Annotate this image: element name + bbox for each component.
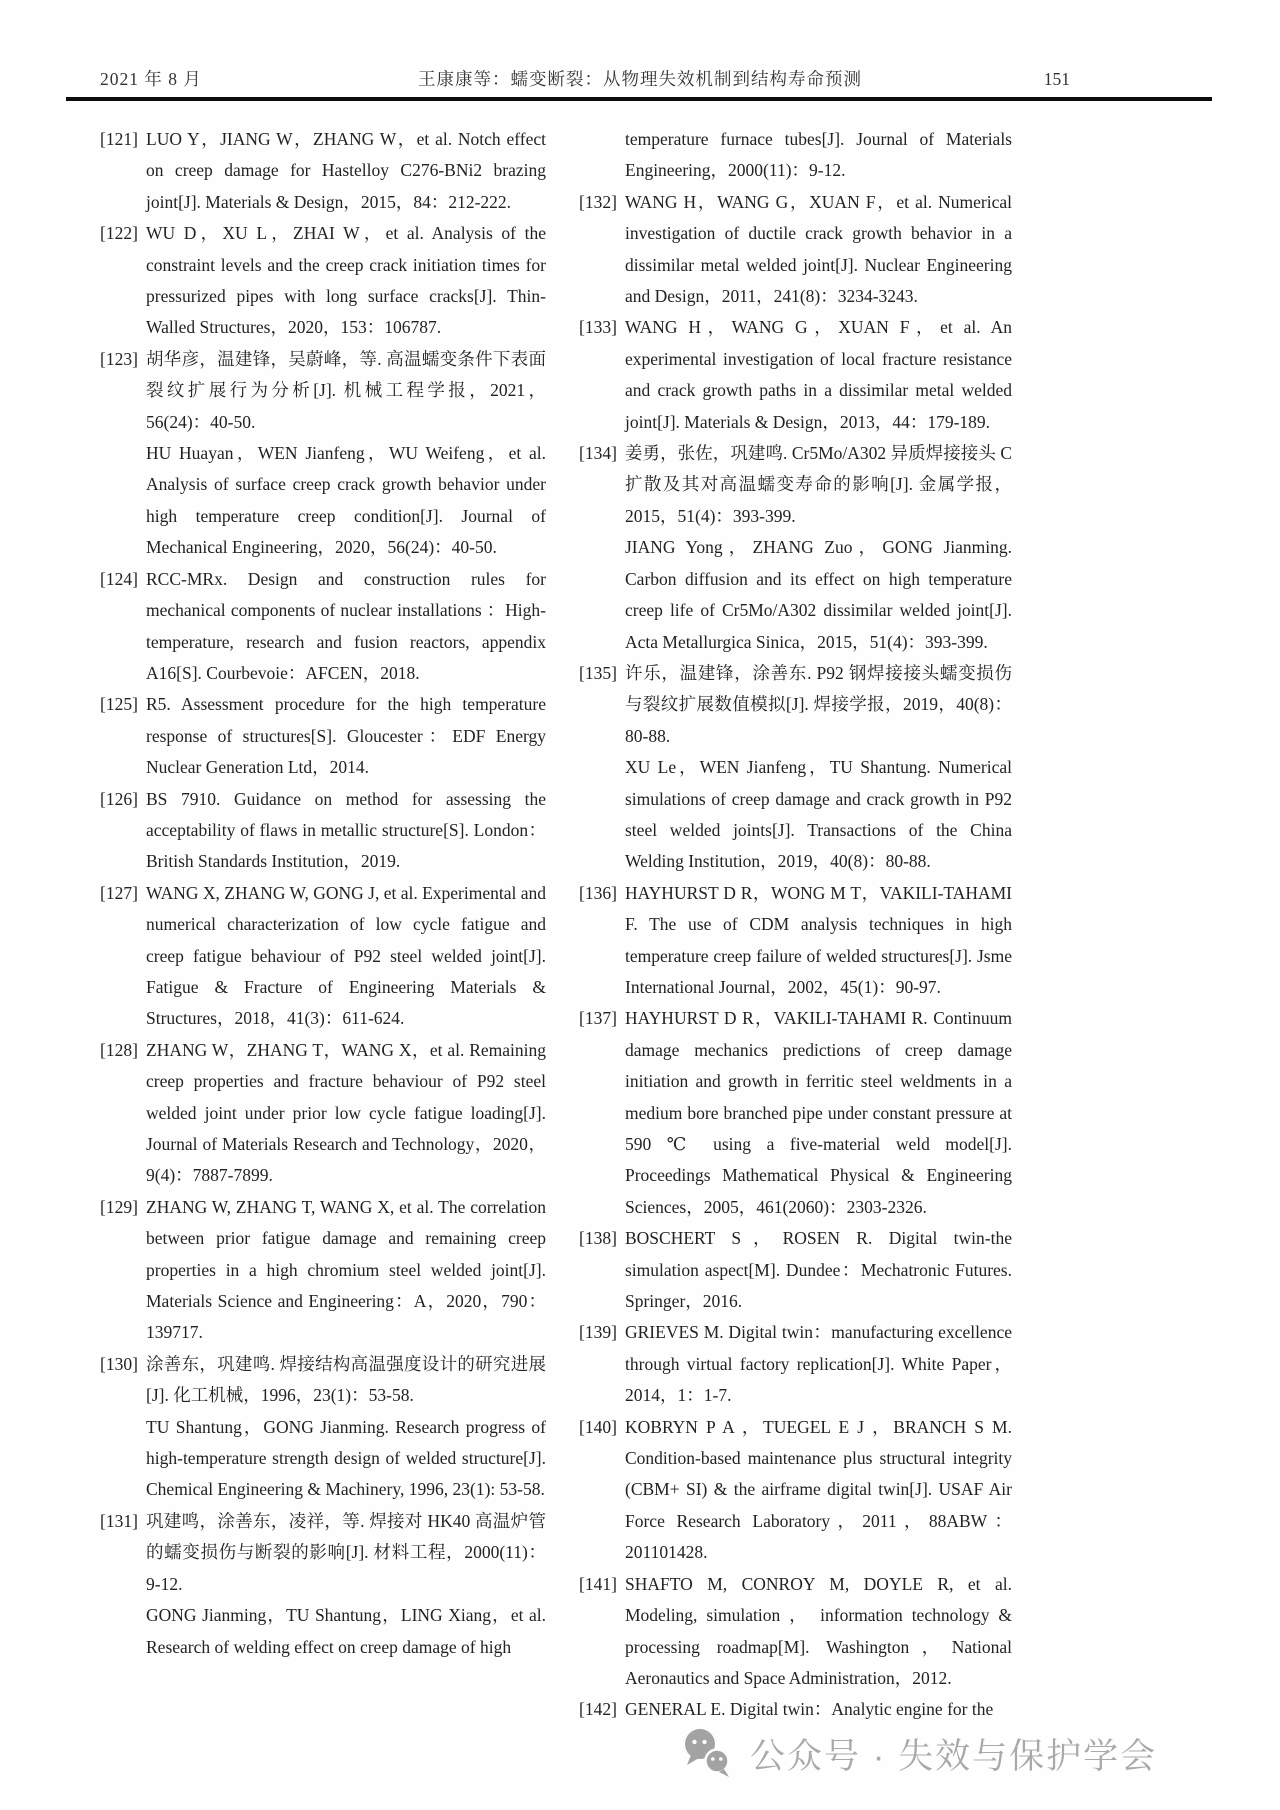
reference-text <box>146 218 546 344</box>
reference-paragraph: HAYHURST D R，WONG M T，VAKILI-TAHAMI F. The use of CDM analysis techniques in high temperature creep failure of welded structures[J]. Jsme International Journal，2002，45(1)：90-97. <box>625 882 1012 997</box>
reference-paragraph: SHAFTO M, CONROY M, DOYLE R, et al. Modeling, simulation ， information technology & processing roadmap[M]. Washington，National Aeronautics and Space Administration，2012. <box>625 1573 1012 1688</box>
reference-item <box>100 344 546 564</box>
reference-paragraph: BOSCHERT S，ROSEN R. Digital twin-the simulation aspect[M]. Dundee：Mechatronic Futures. Springer，2016. <box>625 1228 1012 1312</box>
reference-text <box>625 1412 1012 1569</box>
reference-number: [125] <box>100 694 138 715</box>
reference-item <box>100 124 546 218</box>
reference-number: [129] <box>100 1196 138 1217</box>
reference-item <box>579 187 1012 313</box>
reference-paragraph: 姜勇，张佐，巩建鸣. Cr5Mo/A302 异质焊接接头 C 扩散及其对高温蠕变寿命的影响[J]. 金属学报，2015，51(4)：393-399. <box>625 443 1012 526</box>
reference-item <box>579 1317 1012 1411</box>
reference-text <box>146 784 546 878</box>
reference-text <box>146 1506 546 1663</box>
reference-text <box>625 124 1012 187</box>
reference-number: [135] <box>579 662 617 683</box>
reference-number: [138] <box>579 1228 617 1249</box>
reference-item <box>100 564 546 690</box>
reference-paragraph: HAYHURST D R，VAKILI-TAHAMI R. Continuum damage mechanics predictions of creep damage initiation and growth in ferritic steel weldments in a medium bore branched pipe under constant pressure at 590 ℃ using a five-material weld model[J]. Proceedings Mathematical Physical & Engineering Sciences，2005，461(2060)：2303-2326. <box>625 1008 1012 1217</box>
reference-paragraph: BS 7910. Guidance on method for assessing the acceptability of flaws in metallic structure[S]. London：British Standards Institution，2019. <box>146 788 546 872</box>
reference-paragraph: WANG H，WANG G，XUAN F，et al. Numerical investigation of ductile crack growth behavior in a dissimilar metal welded joint[J]. Nuclear Engineering and Design，2011，241(8)：3234-3243. <box>625 191 1012 307</box>
watermark <box>680 1726 1157 1782</box>
reference-number: [141] <box>579 1573 617 1594</box>
reference-item <box>100 1349 546 1506</box>
reference-paragraph: RCC-MRx. Design and construction rules for mechanical components of nuclear installations ：High-temperature, research and fusion reactors, appendix A16[S]. Courbevoie：AFCEN，2018. <box>146 568 546 683</box>
reference-item <box>579 1412 1012 1569</box>
reference-item <box>100 784 546 878</box>
reference-paragraph: WU D，XU L，ZHAI W，et al. Analysis of the constraint levels and the creep crack initiation times for pressurized pipes with long surface cracks[J]. Thin-Walled Structures，2020，153：106787. <box>146 223 546 338</box>
reference-text <box>625 878 1012 1004</box>
reference-paragraph: GONG Jianming，TU Shantung，LING Xiang，et al. Research of welding effect on creep damage of high <box>146 1605 546 1657</box>
reference-number: [130] <box>100 1353 138 1374</box>
page-number: 151 <box>1043 69 1070 89</box>
reference-item <box>100 1506 546 1663</box>
reference-item <box>579 878 1012 1004</box>
issue-date: 2021 年 8 月 <box>100 69 202 89</box>
reference-paragraph: 许乐，温建锋，涂善东. P92 钢焊接接头蠕变损伤与裂纹扩展数值模拟[J]. 焊接学报，2019，40(8)：80-88. <box>625 662 1012 746</box>
reference-item <box>100 878 546 1035</box>
reference-text <box>146 124 546 218</box>
reference-item <box>579 1003 1012 1223</box>
reference-item <box>579 312 1012 438</box>
reference-paragraph: temperature furnace tubes[J]. Journal of Materials Engineering，2000(11)：9-12. <box>625 129 1012 181</box>
reference-text <box>625 1223 1012 1317</box>
reference-number: [139] <box>579 1322 617 1343</box>
reference-number: [123] <box>100 348 138 369</box>
reference-number: [131] <box>100 1510 138 1531</box>
reference-text <box>146 564 546 690</box>
reference-number: [137] <box>579 1008 617 1029</box>
reference-paragraph: LUO Y，JIANG W，ZHANG W，et al. Notch effect on creep damage for Hastelloy C276-BNi2 brazing joint[J]. Materials & Design，2015，84：212-222. <box>146 129 546 212</box>
references-column-left <box>100 124 546 1726</box>
reference-paragraph: GENERAL E. Digital twin：Analytic engine for the <box>625 1699 994 1720</box>
reference-text <box>146 878 546 1035</box>
watermark-text: 公众号 · 失效与保护学会 <box>750 1737 1158 1776</box>
reference-item <box>100 689 546 783</box>
reference-paragraph: 涂善东，巩建鸣. 焊接结构高温强度设计的研究进展[J]. 化工机械，1996，23(1)：53-58. <box>146 1353 546 1406</box>
reference-item <box>579 438 1012 658</box>
reference-item <box>579 1223 1012 1317</box>
running-head <box>100 66 1180 91</box>
reference-paragraph: WANG H，WANG G，XUAN F，et al. An experimental investigation of local fracture resistance and crack growth paths in a dissimilar metal welded joint[J]. Materials & Design，2013，44：179-189. <box>625 317 1012 432</box>
reference-number: [132] <box>579 191 617 212</box>
reference-item <box>579 1569 1012 1695</box>
reference-paragraph: KOBRYN P A ，TUEGEL E J ，BRANCH S M. Condition-based maintenance plus structural integrity (CBM+ SI) & the airframe digital twin[J]. USAF Air Force Research Laboratory，2011，88ABW：201101428. <box>625 1416 1012 1563</box>
reference-text <box>625 1694 1012 1725</box>
reference-paragraph: WANG X, ZHANG W, GONG J, et al. Experimental and numerical characterization of low cycle fatigue and creep fatigue behaviour of P92 steel welded joint[J]. Fatigue & Fracture of Engineering Materials & Structures，2018，41(3)：611-624. <box>146 882 546 1029</box>
reference-text <box>625 1317 1012 1411</box>
reference-item <box>100 218 546 344</box>
header-rule <box>66 97 1212 101</box>
page-title: 王康康等：蠕变断裂：从物理失效机制到结构寿命预测 <box>418 69 862 89</box>
reference-number: [134] <box>579 443 617 464</box>
reference-number: [124] <box>100 568 138 589</box>
reference-paragraph: JIANG Yong，ZHANG Zuo，GONG Jianming. Carbon diffusion and its effect on high temperature creep life of Cr5Mo/A302 dissimilar welded joint[J]. Acta Metallurgica Sinica，2015，51(4)：393-399. <box>625 537 1012 652</box>
reference-number: [127] <box>100 882 138 903</box>
reference-text <box>146 689 546 783</box>
reference-text <box>146 1192 546 1349</box>
reference-text <box>146 344 546 564</box>
reference-paragraph: ZHANG W, ZHANG T, WANG X, et al. The correlation between prior fatigue damage and remaining creep properties in a high chromium steel welded joint[J]. Materials Science and Engineering：A，2020，790：139717. <box>146 1196 546 1343</box>
reference-number: [121] <box>100 129 138 149</box>
reference-item <box>100 1035 546 1192</box>
reference-number: [133] <box>579 317 617 338</box>
reference-text <box>625 1003 1012 1223</box>
wechat-icon <box>680 1726 736 1782</box>
reference-text <box>625 1569 1012 1695</box>
reference-paragraph: TU Shantung，GONG Jianming. Research progress of high-temperature strength design of welded structure[J]. Chemical Engineering & Machinery, 1996, 23(1): 53-58. <box>146 1416 546 1500</box>
reference-paragraph: XU Le，WEN Jianfeng，TU Shantung. Numerical simulations of creep damage and crack growth in P92 steel welded joints[J]. Transactions of the China Welding Institution，2019，40(8)：80-88. <box>625 757 1012 872</box>
reference-number: [126] <box>100 788 138 809</box>
reference-paragraph: R5. Assessment procedure for the high temperature response of structures[S]. Gloucester：EDF Energy Nuclear Generation Ltd，2014. <box>146 694 546 778</box>
references-column-right <box>579 124 1012 1726</box>
reference-item <box>579 124 1012 187</box>
reference-paragraph: GRIEVES M. Digital twin：manufacturing excellence through virtual factory replication[J]. White Paper，2014，1：1-7. <box>625 1322 1012 1406</box>
reference-item <box>579 1694 1012 1725</box>
reference-item <box>579 658 1012 878</box>
reference-text <box>146 1035 546 1192</box>
references-section <box>100 124 1012 1726</box>
reference-number: [142] <box>579 1699 617 1720</box>
reference-item <box>100 1192 546 1349</box>
reference-text <box>146 1349 546 1506</box>
reference-paragraph: HU Huayan，WEN Jianfeng，WU Weifeng，et al. Analysis of surface creep crack growth behavior under high temperature creep condition[J]. Journal of Mechanical Engineering，2020，56(24)：40-50. <box>146 443 546 558</box>
reference-number: [128] <box>100 1039 138 1060</box>
reference-number: [122] <box>100 223 138 244</box>
reference-paragraph: ZHANG W，ZHANG T，WANG X，et al. Remaining creep properties and fracture behaviour of P92 steel welded joint under prior low cycle fatigue loading[J]. Journal of Materials Research and Technology，2020，9(4)：7887-7899. <box>146 1039 546 1186</box>
reference-text <box>625 312 1012 438</box>
reference-number: [140] <box>579 1416 617 1437</box>
reference-number <box>579 124 625 187</box>
reference-text <box>625 187 1012 313</box>
reference-paragraph: 胡华彦，温建锋，吴蔚峰，等. 高温蠕变条件下表面裂纹扩展行为分析[J]. 机械工程学报，2021，56(24)：40-50. <box>146 348 546 432</box>
reference-paragraph: 巩建鸣，涂善东，凌祥，等. 焊接对 HK40 高温炉管的蠕变损伤与断裂的影响[J]. 材料工程，2000(11)：9-12. <box>146 1510 546 1594</box>
reference-text <box>625 438 1012 658</box>
reference-text <box>625 658 1012 878</box>
reference-number: [136] <box>579 882 617 903</box>
